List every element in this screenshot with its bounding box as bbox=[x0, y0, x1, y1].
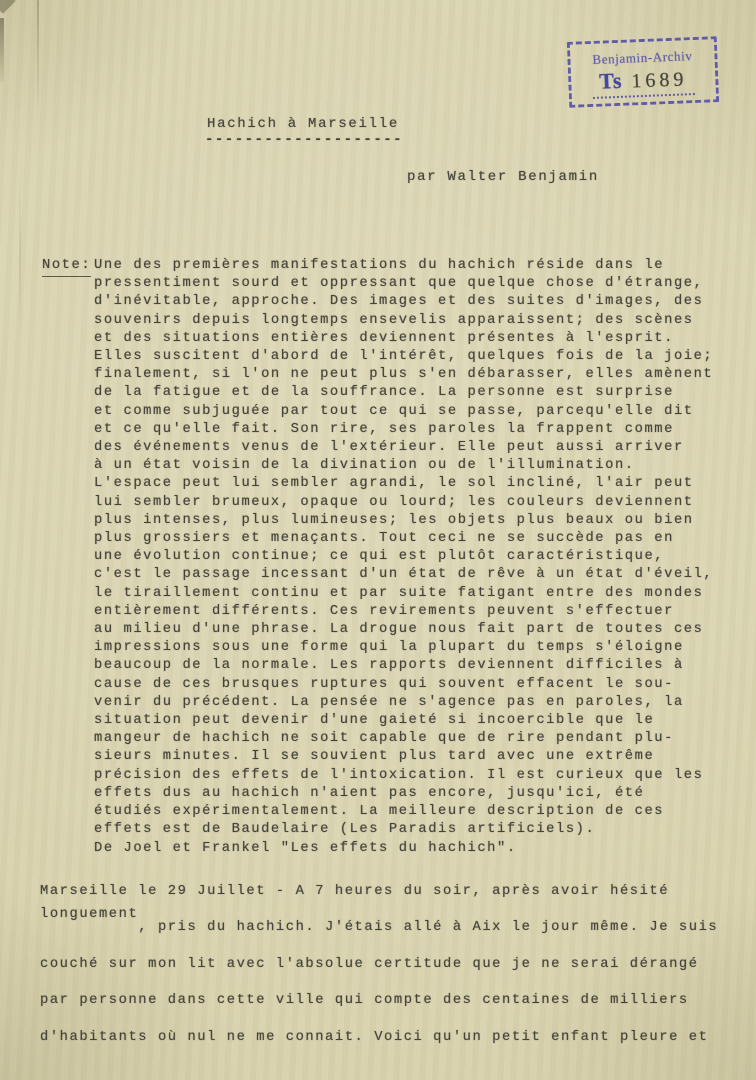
journal-lines-rest: couché sur mon lit avec l'absolue certitude que je ne serai dérangé par personne dans cette ville qui compte des centaines de milliers d'habitants où nul ne me connait. Voici qu'un petit enfant pleure et bbox=[40, 956, 709, 1045]
note-label: Note: bbox=[42, 257, 91, 277]
archive-stamp-prefix: Ts bbox=[598, 67, 623, 94]
journal-line-1: Marseille le 29 Juillet - A 7 heures du soir, après avoir hésité bbox=[40, 884, 670, 899]
archive-stamp bbox=[567, 36, 719, 108]
paper-crease-top bbox=[37, 0, 39, 112]
document-title: Hachich à Marseille bbox=[207, 116, 399, 132]
scan-edge-mark bbox=[0, 18, 4, 82]
archive-stamp-code bbox=[592, 65, 695, 99]
journal-line-2 bbox=[40, 907, 719, 946]
note-paragraph bbox=[42, 257, 713, 858]
archive-stamp-name: Benjamin-Archiv bbox=[592, 47, 693, 67]
note-lines: Une des premières manifestations du hachich réside dans le pressentiment sourd et oppressant que quelque chose d'étrange, d'inévitable, approche. Des images et des suites d'images, des souvenirs depuis longtemps ensevelis apparaissent; des scènes et des situations entières deviennent présentes à l'esprit. Elles suscitent d'abord de l'intérêt, quelques fois de la joie; finalement, si l'on ne peut plus s'en débarasser, elles amènent de la fatigue et de la souffrance. La personne est surprise et comme subjuguée par tout ce qui se passe, parcequ'elle dit et ce qu'elle fait. Son rire, ses paroles la frappent comme des événements venus de l'extérieur. Elle peut aussi arriver à un état voisin de la divination ou de l'illumination. L'espace peut lui sembler agrandi, le sol incliné, l'air peut lui sembler brumeux, opaque ou lourd; les couleurs deviennent plus intenses, plus lumineuses; les objets plus beaux ou bien plus grossiers et menaçants. Tout ceci ne se succède pas en une évolution continue; ce qui est plutôt caractéristique, c'est le passage incessant d'un état de rêve à un état d'éveil, le tiraillement continu et par suite fatigant entre des mondes entièrement différents. Ces revirements peuvent s'effectuer au milieu d'une phrase. La drogue nous fait part de toutes ces impressions sous une forme qui la plupart du temps s'éloigne beaucoup de la normale. Les rapports deviennent difficiles à cause de ces brusques ruptures qui souvent effacent le sou- venir du précédent. La pensée ne s'agence pas en paroles, la situation peut devenir d'une gaieté si incoercible que le mangeur de hachich ne soit capable que de rire pendant plu- sieurs minutes. Il se souvient plus tard avec une extrême précision des effets de l'intoxication. Il est curieux que les effets dus au hachich n'aient pas encore, jusqu'ici, été étudiés expérimentalement. La meilleure description de ces effets est de Baudelaire (Les Paradis artificiels). De Joel et Frankel "Les effets du hachich". bbox=[94, 258, 714, 856]
title-underline: -------------------- bbox=[205, 132, 404, 148]
author-byline: par Walter Benjamin bbox=[407, 169, 599, 185]
archive-stamp-number: 1689 bbox=[631, 67, 688, 92]
scan-corner-shadow bbox=[0, 0, 16, 14]
journal-inserted-word: longuement bbox=[40, 907, 139, 923]
paper-crease-mid bbox=[19, 175, 21, 335]
journal-line-2-rest: , pris du hachich. J'étais allé à Aix le jour même. Je suis bbox=[138, 920, 719, 936]
journal-paragraph bbox=[40, 874, 718, 1056]
